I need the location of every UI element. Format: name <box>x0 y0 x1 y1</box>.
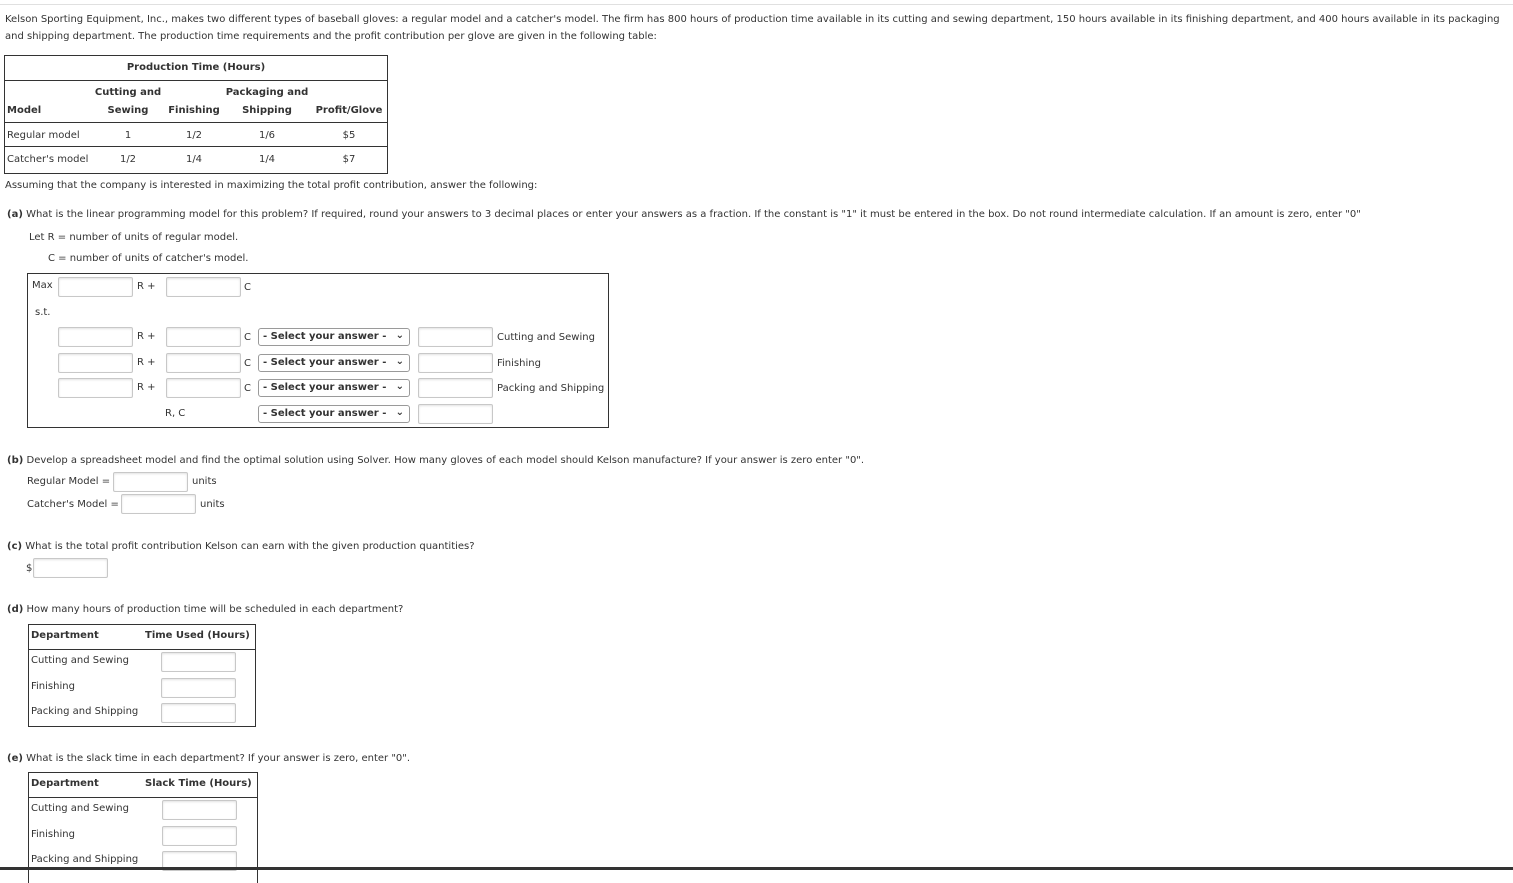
select-placeholder: - Select your answer - <box>263 382 387 393</box>
part-c-question <box>7 541 475 552</box>
constraint-finishing-label: Finishing <box>497 358 541 369</box>
part-e-question <box>7 753 410 764</box>
part-a-label: (a) <box>7 209 23 220</box>
catcher-model-label: Catcher's Model = <box>27 499 119 510</box>
regular-model-input[interactable] <box>113 472 188 492</box>
row-model-catcher: Catcher's model <box>7 154 89 165</box>
part-e-label: (e) <box>7 753 23 764</box>
constraint-cutting-c-coefficient-input[interactable] <box>166 327 241 347</box>
c-label: C <box>244 332 251 343</box>
constraint-packing-label: Packing and Shipping <box>497 383 605 394</box>
dept-row-label: Finishing <box>31 829 75 840</box>
constraint-cutting-r-coefficient-input[interactable] <box>58 327 133 347</box>
slack-cutting-input[interactable] <box>162 800 237 820</box>
col-header-time-used: Time Used (Hours) <box>145 630 250 641</box>
dept-row-label: Packing and Shipping <box>31 854 139 865</box>
nonneg-rhs-input[interactable] <box>418 404 493 424</box>
max-label: Max <box>32 280 53 291</box>
time-used-cutting-input[interactable] <box>161 652 236 672</box>
lp-model-box <box>27 273 609 428</box>
let-r-definition: Let R = number of units of regular model. <box>29 232 239 243</box>
regular-model-label: Regular Model = <box>27 476 111 487</box>
r-plus-label: R + <box>137 331 156 342</box>
constraint-cutting-label: Cutting and Sewing <box>497 332 595 343</box>
col-header-model: Model <box>7 105 42 116</box>
cell-cutting: 1 <box>124 130 132 141</box>
dept-row-label: Cutting and Sewing <box>31 803 129 814</box>
total-profit-input[interactable] <box>33 558 108 578</box>
nonneg-vars-label: R, C <box>165 408 186 419</box>
cell-packaging: 1/4 <box>258 154 276 165</box>
part-d-label: (d) <box>7 604 24 615</box>
col-header-department: Department <box>31 630 99 641</box>
units-label: units <box>200 499 225 510</box>
production-time-table <box>4 55 388 174</box>
problem-intro: Kelson Sporting Equipment, Inc., makes two different types of baseball gloves: a regular model and a catcher's model. The firm has 800 hours of production time available in its cutting and sewing department, 150 hours available in its finishing department, and 400 hours available in its packaging and shipping department. The production time requirements and the profit contribution per glove are given in the following table: <box>5 14 1500 42</box>
c-label: C <box>244 282 251 293</box>
part-a-text: What is the linear programming model for this problem? If required, round your answers to 3 decimal places or enter your answers as a fraction. If the constant is "1" it must be entered in the box. Do not round intermediate calculation. If an amount is zero, enter "0" <box>26 209 1361 220</box>
objective-r-coefficient-input[interactable] <box>58 277 133 297</box>
catcher-model-input[interactable] <box>121 494 196 514</box>
part-a-question <box>7 209 1361 220</box>
time-used-packing-input[interactable] <box>161 703 236 723</box>
constraint-packing-r-coefficient-input[interactable] <box>58 378 133 398</box>
col-header-cutting-line1: Cutting and <box>94 87 162 98</box>
part-c-text: What is the total profit contribution Kelson can earn with the given production quantities? <box>25 541 475 552</box>
constraint-finishing-sign-select[interactable] <box>258 354 410 372</box>
table-divider <box>29 649 255 650</box>
cell-finishing: 1/2 <box>185 130 203 141</box>
constraint-finishing-r-coefficient-input[interactable] <box>58 353 133 373</box>
table-divider <box>5 122 387 123</box>
col-header-packaging-line2: Shipping <box>242 105 292 116</box>
col-header-slack-time: Slack Time (Hours) <box>145 778 252 789</box>
chevron-down-icon: ⌄ <box>395 407 404 418</box>
assuming-text: Assuming that the company is interested in maximizing the total profit contribution, answer the following: <box>5 180 538 191</box>
currency-symbol: $ <box>26 563 33 574</box>
col-header-cutting-line2: Sewing <box>107 105 149 116</box>
constraint-packing-c-coefficient-input[interactable] <box>166 378 241 398</box>
r-plus-label: R + <box>137 357 156 368</box>
part-d-text: How many hours of production time will be scheduled in each department? <box>26 604 404 615</box>
cell-finishing: 1/4 <box>185 154 203 165</box>
time-used-finishing-input[interactable] <box>161 678 236 698</box>
part-b-label: (b) <box>7 455 24 466</box>
part-b-text: Develop a spreadsheet model and find the optimal solution using Solver. How many gloves of each model should Kelson manufacture? If your answer is zero enter "0". <box>26 455 865 466</box>
col-header-department: Department <box>31 778 99 789</box>
cell-packaging: 1/6 <box>258 130 276 141</box>
nonneg-sign-select[interactable] <box>258 405 410 423</box>
part-e-text: What is the slack time in each department? If your answer is zero, enter "0". <box>26 753 411 764</box>
table-divider <box>5 80 387 81</box>
part-d-question <box>7 604 403 615</box>
table-title: Production Time (Hours) <box>126 62 266 73</box>
table-divider <box>5 146 387 147</box>
col-header-profit: Profit/Glove <box>315 105 383 116</box>
part-b-question <box>7 455 864 466</box>
constraint-cutting-sign-select[interactable] <box>258 328 410 346</box>
dept-row-label: Cutting and Sewing <box>31 655 129 666</box>
row-model-regular: Regular model <box>7 130 80 141</box>
units-label: units <box>192 476 217 487</box>
table-divider <box>29 797 257 798</box>
select-placeholder: - Select your answer - <box>263 331 387 342</box>
cell-cutting: 1/2 <box>119 154 137 165</box>
select-placeholder: - Select your answer - <box>263 357 387 368</box>
chevron-down-icon: ⌄ <box>395 330 404 341</box>
select-placeholder: - Select your answer - <box>263 408 387 419</box>
top-divider <box>0 4 1513 5</box>
cell-profit: $7 <box>342 154 356 165</box>
constraint-packing-rhs-input[interactable] <box>418 378 493 398</box>
objective-c-coefficient-input[interactable] <box>166 277 241 297</box>
constraint-packing-sign-select[interactable] <box>258 379 410 397</box>
constraint-finishing-rhs-input[interactable] <box>418 353 493 373</box>
part-c-label: (c) <box>7 541 23 552</box>
c-label: C <box>244 383 251 394</box>
cell-profit: $5 <box>342 130 356 141</box>
st-label: s.t. <box>35 307 51 318</box>
chevron-down-icon: ⌄ <box>395 381 404 392</box>
r-plus-label: R + <box>137 281 156 292</box>
time-used-table <box>28 624 256 727</box>
slack-finishing-input[interactable] <box>162 826 237 846</box>
col-header-finishing: Finishing <box>168 105 220 116</box>
r-plus-label: R + <box>137 382 156 393</box>
constraint-cutting-rhs-input[interactable] <box>418 327 493 347</box>
dept-row-label: Finishing <box>31 681 75 692</box>
let-c-definition: C = number of units of catcher's model. <box>48 253 249 264</box>
dept-row-label: Packing and Shipping <box>31 706 139 717</box>
constraint-finishing-c-coefficient-input[interactable] <box>166 353 241 373</box>
c-label: C <box>244 358 251 369</box>
col-header-packaging-line1: Packaging and <box>225 87 309 98</box>
chevron-down-icon: ⌄ <box>395 356 404 367</box>
